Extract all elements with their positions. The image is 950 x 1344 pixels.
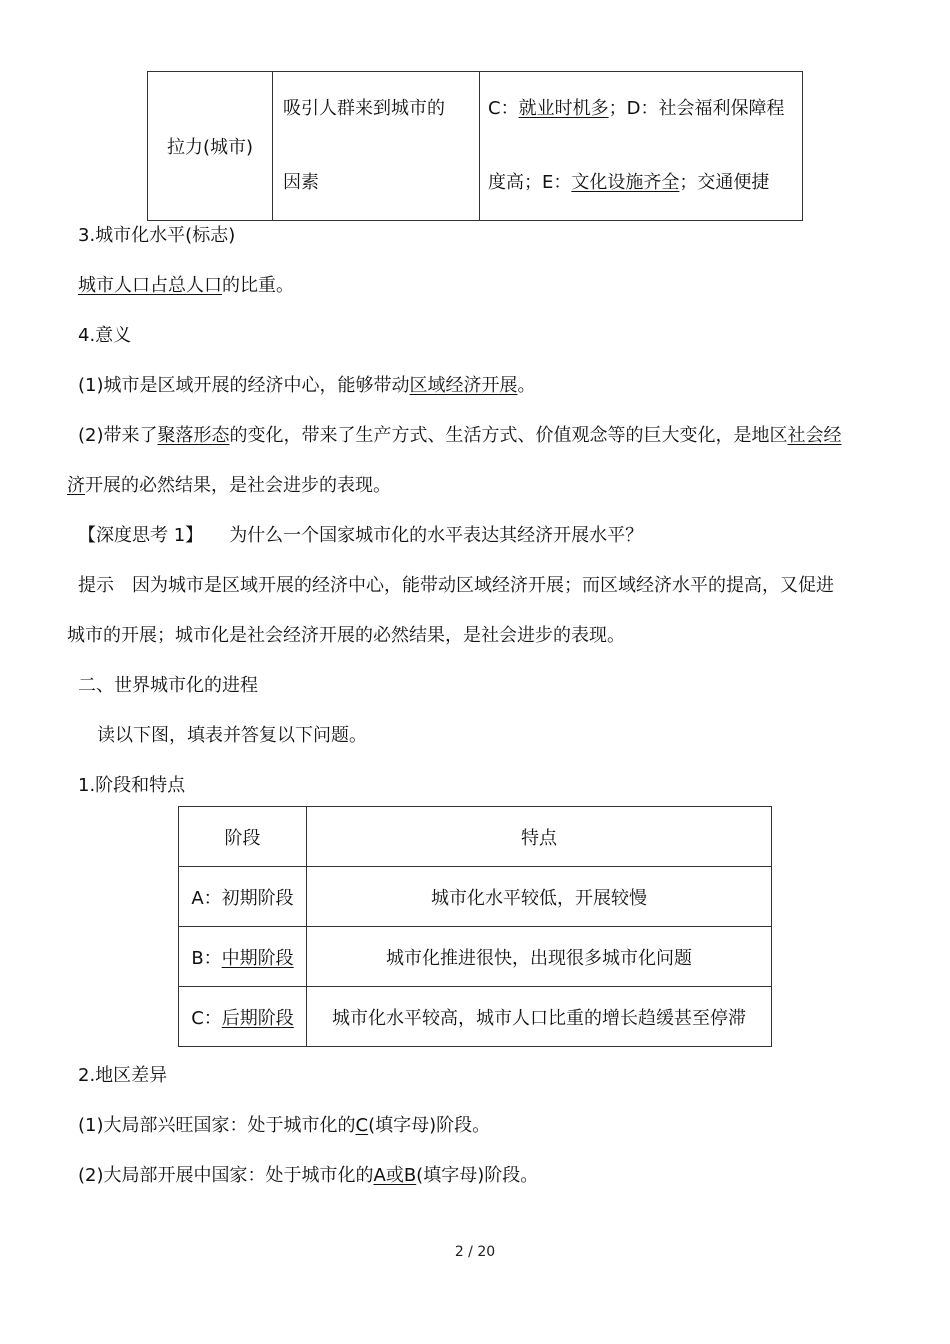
- answer-blank: 文化设施齐全: [571, 172, 680, 193]
- part2-instruction: 读以下图，填表并答复以下问题。: [97, 725, 367, 746]
- answer-blank: 城市人口占总人口: [78, 275, 222, 296]
- deep-think-label: 【深度思考 1】: [78, 525, 204, 546]
- stage-cell: [179, 927, 307, 987]
- part2-sub1: 1.阶段和特点: [78, 775, 186, 796]
- body-text: 的比重。: [222, 275, 294, 296]
- stage-table: [178, 806, 772, 1047]
- region-diff-heading: 2.地区差异: [78, 1065, 168, 1086]
- stage-cell: [179, 987, 307, 1047]
- body-text: 。: [517, 375, 536, 396]
- question-text: 为什么一个国家城市化的水平表达其经济开展水平？: [229, 525, 644, 546]
- hint-text: 因为城市是区域开展的经济中心，能带动区域经济开展；而区域经济水平的提高，又促进: [132, 575, 834, 596]
- stage-name: 后期阶段: [221, 1007, 294, 1029]
- answer-blank: C: [355, 1115, 369, 1136]
- stage-cell: [179, 867, 307, 927]
- feature-cell: 城市化推进很快，出现很多城市化问题: [307, 927, 772, 987]
- section4-p1: [78, 371, 536, 397]
- deep-think-question: [78, 521, 643, 547]
- factors-line: [488, 72, 802, 146]
- stage-prefix: B：: [191, 947, 222, 969]
- stage-prefix: A：: [191, 887, 222, 909]
- answer-blank: 社会经: [787, 425, 842, 446]
- answer-blank: 济: [67, 475, 85, 496]
- factors-line: [488, 146, 802, 220]
- section4-heading: 4.意义: [78, 325, 132, 346]
- body-text: (填字母)阶段。: [416, 1165, 539, 1186]
- body-text: (2)带来了: [78, 425, 158, 446]
- header-stage: 阶段: [179, 807, 307, 867]
- body-text: (1)大局部兴旺国家：处于城市化的: [78, 1115, 356, 1136]
- header-feature: 特点: [307, 807, 772, 867]
- stage-name: 中期阶段: [221, 947, 294, 969]
- table-row: [148, 72, 803, 221]
- pull-factors-table: [147, 71, 803, 221]
- body-text: 的变化，带来了生产方式、生活方式、价值观念等的巨大变化，是地区: [229, 425, 788, 446]
- factor-text: ；交通便捷: [679, 172, 770, 193]
- section3-heading: 3.城市化水平(标志): [78, 225, 236, 246]
- stage-name: 初期阶段: [221, 887, 294, 909]
- table-row: [179, 987, 772, 1047]
- row-label: 拉力(城市): [148, 72, 273, 221]
- factor-prefix: C：: [488, 98, 519, 119]
- stage-prefix: C：: [191, 1007, 222, 1029]
- region-diff-p2: [78, 1161, 538, 1187]
- body-text: (填字母)阶段。: [368, 1115, 491, 1136]
- factor-prefix: 度高；E：: [488, 172, 572, 193]
- answer-blank: 就业时机多: [518, 98, 609, 119]
- body-text: 开展的必然结果，是社会进步的表现。: [85, 475, 391, 496]
- row-description: [273, 72, 480, 221]
- deep-think-hint: [78, 571, 834, 597]
- section3-body: [78, 271, 294, 297]
- feature-cell: 城市化水平较高，城市人口比重的增长趋缓甚至停滞: [307, 987, 772, 1047]
- deep-think-hint-cont: 城市的开展；城市化是社会经济开展的必然结果，是社会进步的表现。: [67, 625, 625, 646]
- table-row: [179, 927, 772, 987]
- factor-text: ；D：社会福利保障程: [608, 98, 785, 119]
- region-diff-p1: [78, 1111, 490, 1137]
- body-text: (2)大局部开展中国家：处于城市化的: [78, 1165, 374, 1186]
- answer-blank: 聚落形态: [157, 425, 230, 446]
- table-header-row: [179, 807, 772, 867]
- body-text: (1)城市是区域开展的经济中心，能够带动: [78, 375, 410, 396]
- row-factors: [480, 72, 803, 221]
- page-number: 2 / 20: [454, 1244, 496, 1260]
- description-line: 因素: [283, 172, 319, 193]
- part2-heading: 二、世界城市化的进程: [78, 675, 258, 696]
- description-line: 吸引人群来到城市的: [283, 98, 445, 119]
- section4-p2-cont: [67, 471, 391, 497]
- feature-cell: 城市化水平较低，开展较慢: [307, 867, 772, 927]
- answer-blank: 区域经济开展: [409, 375, 518, 396]
- table-row: [179, 867, 772, 927]
- section4-p2: [78, 421, 842, 447]
- hint-label: 提示: [78, 575, 114, 596]
- answer-blank: A或B: [373, 1165, 417, 1186]
